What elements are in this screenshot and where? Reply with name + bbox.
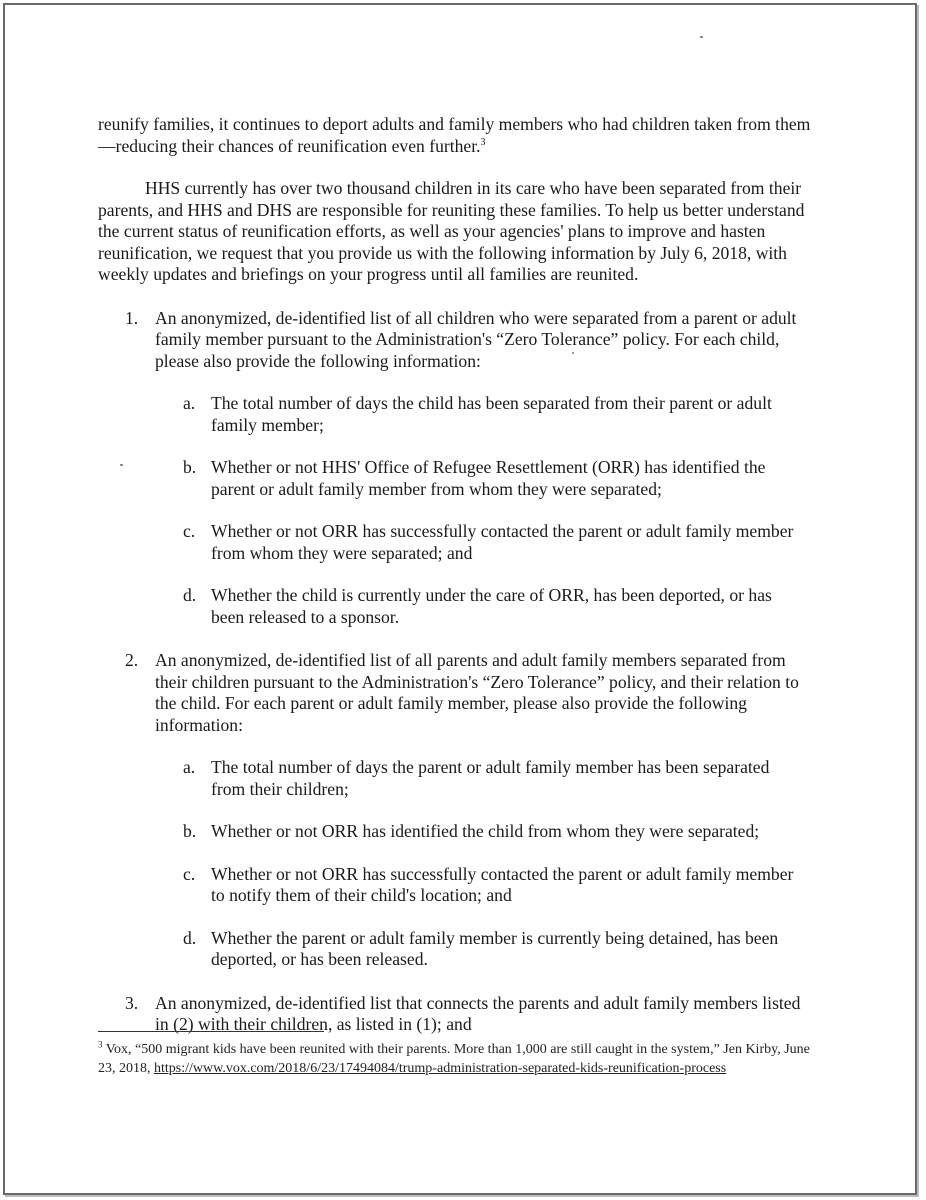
scan-mark <box>700 36 703 38</box>
sub-list-item-letter: a. <box>183 757 196 777</box>
footnote-reference: 3 <box>480 136 486 148</box>
sub-list-item-text: Whether the parent or adult family member is currently being detained, has been deported, or has been released. <box>211 927 779 969</box>
sub-list-item-letter: b. <box>183 457 197 477</box>
sub-list-item-letter: b. <box>183 821 197 841</box>
sub-list-item <box>183 821 814 843</box>
request-list <box>98 308 814 1036</box>
sub-list-item <box>183 757 814 800</box>
intro-paragraph <box>98 114 814 157</box>
sub-list-item-letter: d. <box>183 927 197 948</box>
footnote-link[interactable]: https://www.vox.com/2018/6/23/17494084/trump-administration-separated-kids-reunification-process <box>154 1061 727 1076</box>
sub-list-item <box>183 457 814 500</box>
list-item-number: 3. <box>125 992 139 1013</box>
sub-list-item <box>183 864 814 907</box>
sub-list-item <box>183 393 814 436</box>
sub-list-item-text: Whether or not ORR has successfully contacted the parent or adult family member from whom they were separated; and <box>211 521 794 563</box>
sub-list-item-text: The total number of days the child has been separated from their parent or adult family member; <box>211 393 772 435</box>
list-item-text: An anonymized, de-identified list that connects the parents and adult family members listed in (2) with their children, as listed in (1); and <box>155 992 801 1034</box>
sub-list-item-text: Whether or not HHS' Office of Refugee Resettlement (ORR) has identified the parent or adult family member from whom they were separated; <box>211 457 766 499</box>
list-item <box>125 308 814 373</box>
sub-list-item-text: Whether the child is currently under the care of ORR, has been deported, or has been released to a sponsor. <box>211 585 772 627</box>
list-item-number: 1. <box>125 307 139 328</box>
sub-list-item-letter: d. <box>183 585 197 605</box>
footnote-divider <box>98 1031 324 1032</box>
list-item <box>125 993 814 1036</box>
footnote-text: Vox, “500 migrant kids have been reunited with their parents. More than 1,000 are still caught in the system,” Jen Kirby, June 23, 2018, <box>98 1042 810 1076</box>
footnote-marker: 3 <box>98 1039 103 1050</box>
sub-list-item <box>183 521 814 564</box>
sub-list-item-letter: c. <box>183 863 196 884</box>
sub-list-item-letter: c. <box>183 521 196 541</box>
sub-list-item-letter: a. <box>183 393 196 413</box>
document-body <box>98 114 814 1036</box>
intro-text: reunify families, it continues to deport adults and family members who had children taken from them—reducing their chances of reunification even further. <box>98 114 811 156</box>
list-item-text: An anonymized, de-identified list of all children who were separated from a parent or adult family member pursuant to the Administration's “Zero Tolerance” policy. For each child, please also provide the following information: <box>155 307 797 371</box>
list-item <box>125 650 814 736</box>
sub-list-item <box>183 585 814 628</box>
footnote <box>98 1040 814 1078</box>
request-paragraph: HHS currently has over two thousand children in its care who have been separated from their parents, and HHS and DHS are responsible for reuniting these families. To help us better understand the current status of reunification efforts, as well as your agencies' plans to improve and hasten reunification, we request that you provide us with the following information by July 6, 2018, with weekly updates and briefings on your progress until all families are reunited. <box>98 178 805 284</box>
sub-list-item-text: The total number of days the parent or adult family member has been separated from their children; <box>211 757 770 799</box>
list-item-number: 2. <box>125 650 139 670</box>
sub-list-item-text: Whether or not ORR has identified the child from whom they were separated; <box>211 821 760 841</box>
sub-list-item-text: Whether or not ORR has successfully contacted the parent or adult family member to notify them of their child's location; and <box>211 863 794 905</box>
sub-list-item <box>183 928 814 971</box>
list-item-text: An anonymized, de-identified list of all parents and adult family members separated from their children pursuant to the Administration's “Zero Tolerance” policy, and their relation to the child. For each parent or adult family member, please also provide the following information: <box>155 650 799 735</box>
